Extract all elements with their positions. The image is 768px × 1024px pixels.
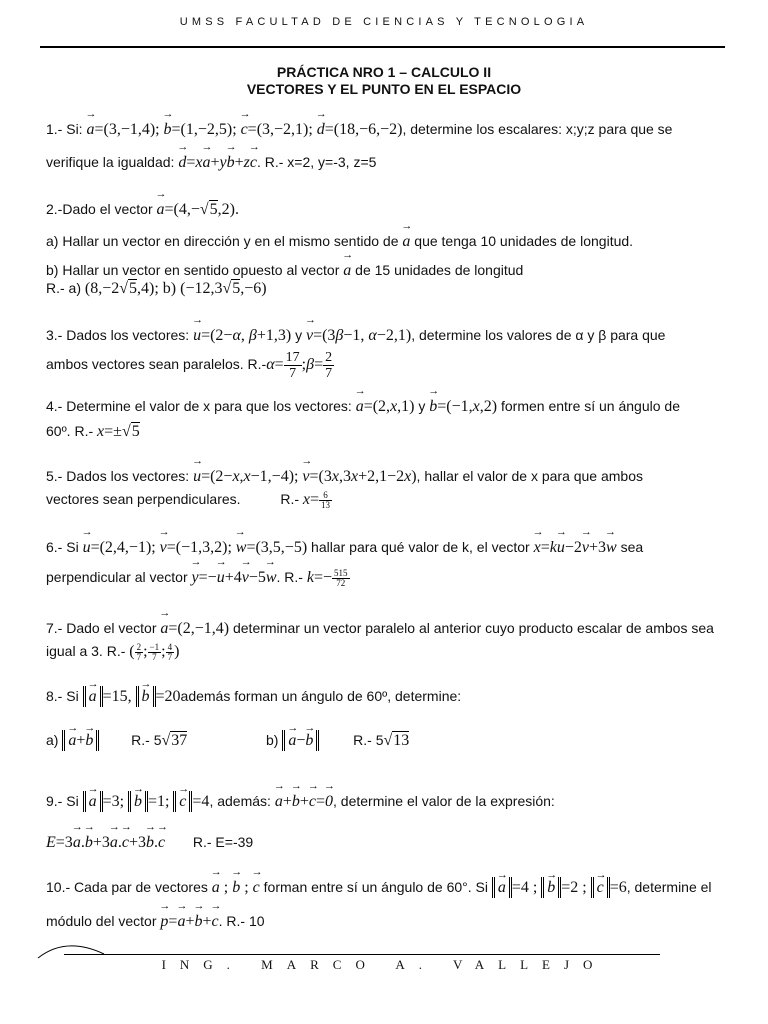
problem-1-line-1: 1.- Si: → a=(3,−1,4); → b=(1,−2,5); → c=(3,−2,1); → d=(18,−6,−2), determine los escalares: x;y;z para que se	[46, 121, 672, 139]
problem-10-line-2: módulo del vector → p=→ a+→ b+→ c. R.- 10	[46, 913, 265, 931]
problem-2-line-a: a) Hallar un vector en dirección y en el mismo sentido de → a que tenga 10 unidades de longitud.	[46, 233, 633, 251]
problem-5-line-2: vectores sean perpendiculares. R.- x= $\frac{6}{13}$	[46, 490, 331, 510]
problem-5-line-1: 5.- Dados los vectores: → u=(2−x,x−1,−4); → v=(3x,3x+2,1−2x), hallar el valor de x para que ambos	[46, 468, 643, 486]
problem-2-line-1: 2.-Dado el vector → a=(4,−√5,2).	[46, 201, 239, 219]
problem-9-line-1: 9.- Si → a =3; → b =1; → c =4, además: → a+→ b+→ c=→ 0, determine el valor de la expresión:	[46, 791, 555, 812]
problem-8-line-a: a) → a+→ b R.- 5√37	[46, 730, 187, 751]
problem-8-line-1: 8.- Si → a =15, → b =20además forman un ángulo de 60º, determine:	[46, 686, 461, 707]
header-rule	[40, 46, 725, 48]
page-title: PRÁCTICA NRO 1 – CALCULO II	[276, 64, 492, 80]
problem-6-line-2: perpendicular al vector → y=−→ u+4→ v−5→ w. R.- k=− $\frac{515}{72}$	[46, 569, 350, 588]
problem-8-line-b: b) → a−→ b R.- 5√13	[266, 730, 409, 751]
page-header: UMSS FACULTAD DE CIENCIAS Y TECNOLOGIA	[179, 16, 589, 28]
problem-6-line-1: 6.- Si → u=(2,4,−1); → v=(−1,3,2); → w=(3,5,−5) hallar para qué valor de k, el vector → x=k→ u−2→ v+3→ w sea	[46, 539, 643, 557]
problem-3-line-2: ambos vectores sean paralelos. R.-α= $\frac{17}{7}$ ;β= $\frac{2}{7}$	[46, 350, 333, 381]
problem-1-line-2: verifique la igualdad: → d=x→ a+y→ b+z→ c. R.- x=2, y=-3, z=5	[46, 154, 376, 172]
page-subtitle: VECTORES Y EL PUNTO EN EL ESPACIO	[246, 81, 522, 97]
problem-2-line-b: b) Hallar un vector en sentido opuesto al vector → a de 15 unidades de longitud	[46, 262, 523, 280]
problem-4-line-1: 4.- Determine el valor de x para que los vectores: → a=(2,x,1) y → b=(−1,x,2) formen entre sí un ángulo de	[46, 398, 680, 416]
problem-7-line-1: 7.- Dado el vector → a=(2,−1,4) determinar un vector paralelo al anterior cuyo producto escalar de ambos sea	[46, 620, 714, 638]
problem-7-line-2: igual a 3. R.- ( $\frac{2}{7}$ ; $\frac{-1}{7}$ ; $\frac{4}{7}$ )	[46, 642, 180, 662]
problem-4-line-2: 60º. R.- x=±√5	[46, 423, 140, 440]
problem-10-line-1: 10.- Cada par de vectores → a ; → b ; → c forman entre sí un ángulo de 60°. Si → a =4 ; → b =2 ; → c =6, determine el	[46, 877, 712, 898]
page-footer: ING. MARCO A. VALLEJO	[161, 957, 607, 972]
footer-rule	[64, 954, 660, 955]
problem-2-answer: R.- a) (8,−2√5,4); b) (−12,3√5,−6)	[46, 280, 267, 297]
problem-9-line-2: E=3→ a.→ b+3→ a.→ c+3→ b.→ c R.- E=-39	[46, 834, 253, 852]
problem-3-line-1: 3.- Dados los vectores: → u=(2−α, β+1,3) y → v=(3β−1, α−2,1), determine los valores de α y β para que	[46, 327, 665, 345]
